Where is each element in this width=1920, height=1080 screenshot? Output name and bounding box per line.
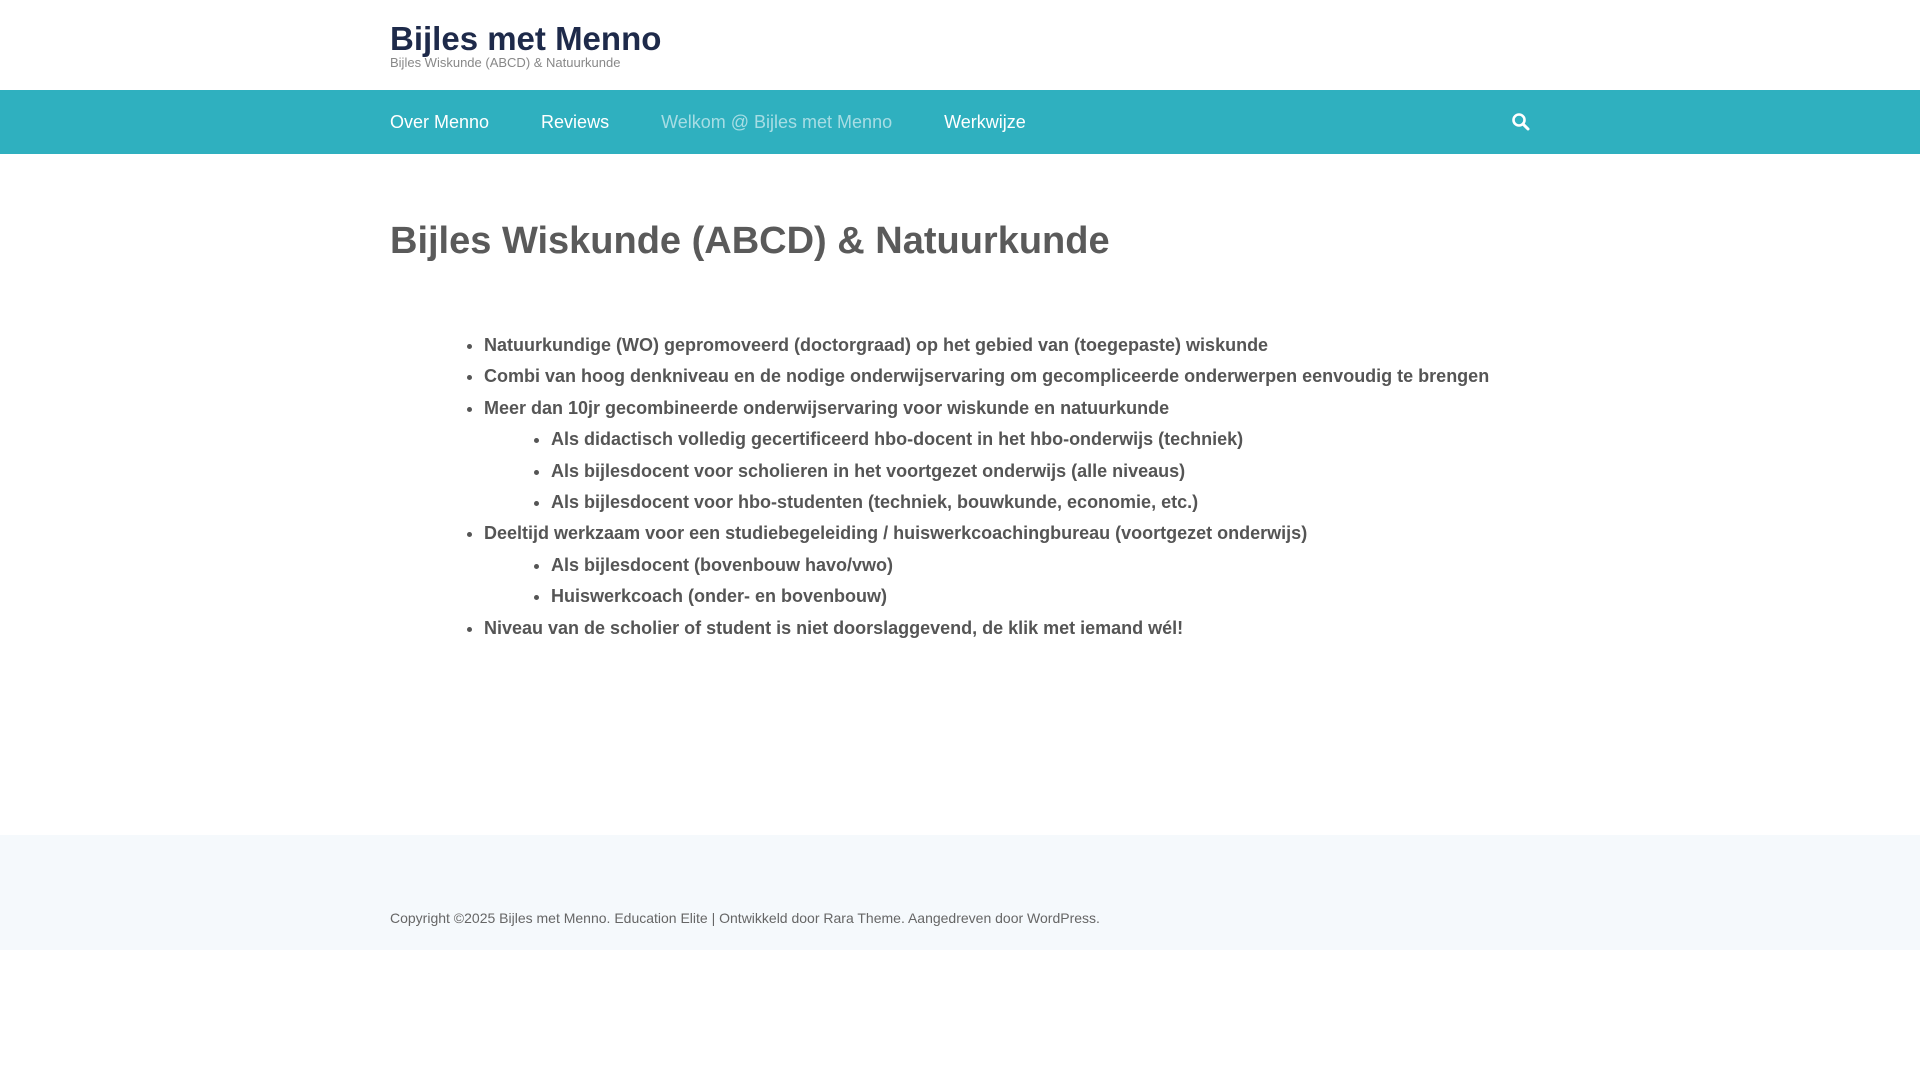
sub-list-item: • Als bijlesdocent (bovenbouw havo/vwo) xyxy=(551,550,1544,581)
qualification-list xyxy=(484,330,1544,644)
sub-list-item: • Als didactisch volledig gecertificeerd hbo-docent in het hbo-onderwijs (techniek) xyxy=(551,424,1544,455)
site-tagline: Bijles Wiskunde (ABCD) & Natuurkunde xyxy=(390,55,621,70)
main-navigation xyxy=(0,90,1920,154)
list-item xyxy=(484,393,1544,519)
site-header xyxy=(390,0,1531,90)
nav-reviews[interactable]: Reviews xyxy=(541,111,610,132)
sub-list-item: • Als bijlesdocent voor scholieren in het voortgezet onderwijs (alle niveaus) xyxy=(551,456,1544,487)
sub-list-item: • Als bijlesdocent voor hbo-studenten (techniek, bouwkunde, economie, etc.) xyxy=(551,487,1544,518)
site-footer xyxy=(0,835,1920,950)
list-item-text: Deeltijd werkzaam voor een studiebegeleiding / huiswerkcoachingbureau (voortgezet onderwijs) xyxy=(484,523,1308,544)
nav-over-menno[interactable]: Over Menno xyxy=(390,111,490,132)
page-title: Bijles Wiskunde (ABCD) & Natuurkunde xyxy=(390,220,1110,262)
sub-list-item: • Huiswerkcoach (onder- en bovenbouw) xyxy=(551,581,1544,612)
list-item: • Natuurkundige (WO) gepromoveerd (doctorgraad) op het gebied van (toegepaste) wiskunde xyxy=(484,330,1544,361)
site-title[interactable]: Bijles met Menno xyxy=(390,20,662,57)
list-item xyxy=(484,518,1544,612)
list-item: • Combi van hoog denkniveau en de nodige onderwijservaring om gecompliceerde onderwerpen eenvoudig te brengen xyxy=(484,361,1544,392)
copyright-text: Copyright ©2025 Bijles met Menno. Education Elite | Ontwikkeld door Rara Theme. Aangedreven door WordPress. xyxy=(390,910,1100,926)
list-item-text: Meer dan 10jr gecombineerde onderwijservaring voor wiskunde en natuurkunde xyxy=(484,397,1170,418)
nav-werkwijze[interactable]: Werkwijze xyxy=(944,111,1026,132)
nav-welkom[interactable]: Welkom @ Bijles met Menno xyxy=(661,111,893,132)
list-item: • Niveau van de scholier of student is niet doorslaggevend, de klik met iemand wél! xyxy=(484,613,1544,644)
search-icon[interactable] xyxy=(1511,112,1531,132)
